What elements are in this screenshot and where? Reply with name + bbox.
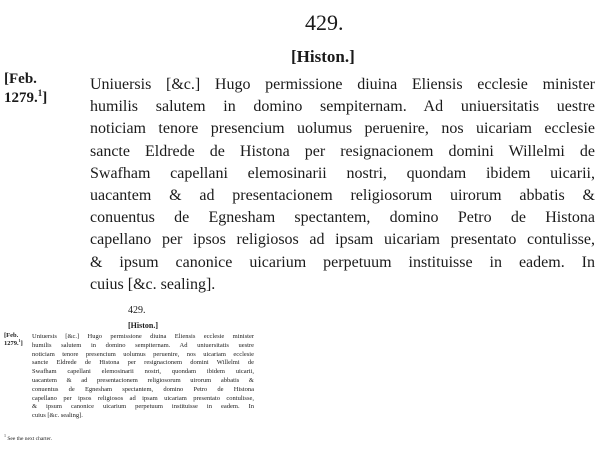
- charter-title: [Histon.]: [291, 47, 355, 66]
- small-body-line: capellano per ipsos religiosos ad ipsam uicariam presentato contulisse,: [32, 394, 254, 402]
- small-body-line: humilis salutem in domino sempiternam. Ad uniuersitatis uestre: [32, 341, 254, 349]
- body-line: sancte Eldrede de Histona per resignacionem domini Willelmi de: [90, 142, 595, 160]
- small-charter-number: 429.: [128, 305, 146, 316]
- charter-number: 429.: [305, 10, 344, 35]
- body-line: Swafham capellani elemosinarii nostri, quondam ibidem uicarii,: [90, 164, 595, 182]
- margin-date: [4, 70, 47, 108]
- body-line: uacantem & ad presentacionem religiosorum uirorum abbatis &: [90, 187, 595, 205]
- small-body-line: & ipsum canonice uicarium perpetuum instituisse in eadem. In: [32, 403, 254, 411]
- body-line: humilis salutem in domino sempiternam. Ad uniuersitatis uestre: [90, 98, 595, 116]
- small-margin-date-line-1: [Feb.: [4, 332, 19, 339]
- small-margin-date-year: 1279.: [4, 340, 19, 347]
- body-line: Uniuersis [&c.] Hugo permissione diuina Eliensis ecclesie minister: [90, 76, 595, 93]
- small-body-line: noticiam tenore presencium uolumus peruenire, nos uicariam ecclesie: [32, 350, 254, 358]
- small-margin-date-close: ]: [20, 340, 23, 347]
- small-body-line: Swafham capellani elemosinarii nostri, quondam ibidem uicarii,: [32, 368, 254, 376]
- small-body-line: cuius [&c. sealing].: [32, 412, 83, 420]
- footnote: [4, 433, 52, 442]
- small-charter-body: [32, 333, 254, 421]
- body-line: conuentus de Egnesham spectantem, domino Petro de Histona: [90, 209, 595, 227]
- small-margin-date-line-2: [4, 340, 23, 348]
- body-line: noticiam tenore presencium uolumus peruenire, nos uicariam ecclesie: [90, 120, 595, 138]
- footnote-number: 1: [4, 433, 6, 438]
- footnote-marker: 1: [37, 88, 43, 98]
- small-body-line: conuentus de Egnesham spectantem, domino Petro de Histona: [32, 385, 254, 393]
- small-footnote-marker: 1: [18, 338, 21, 343]
- body-line: capellano per ipsos religiosos ad ipsam uicariam presentato contulisse,: [90, 231, 595, 249]
- body-line: & ipsum canonice uicarium perpetuum instituisse in eadem. In: [90, 253, 595, 271]
- margin-date-year: 1279.: [4, 90, 38, 106]
- margin-date-line-1: [Feb.: [4, 71, 37, 87]
- small-charter-title: [Histon.]: [128, 321, 158, 330]
- small-margin-date: [4, 332, 23, 348]
- margin-date-line-2: [4, 89, 47, 108]
- margin-date-close: ]: [42, 90, 48, 106]
- charter-body: [90, 74, 595, 296]
- small-body-line: Uniuersis [&c.] Hugo permissione diuina Eliensis ecclesie minister: [32, 333, 254, 340]
- small-body-line: sancte Eldrede de Histona per resignacionem domini Willelmi de: [32, 359, 254, 367]
- small-body-line: uacantem & ad presentacionem religiosorum uirorum abbatis &: [32, 376, 254, 384]
- body-line: cuius [&c. sealing].: [90, 275, 216, 293]
- footnote-text: See the next charter.: [7, 436, 52, 442]
